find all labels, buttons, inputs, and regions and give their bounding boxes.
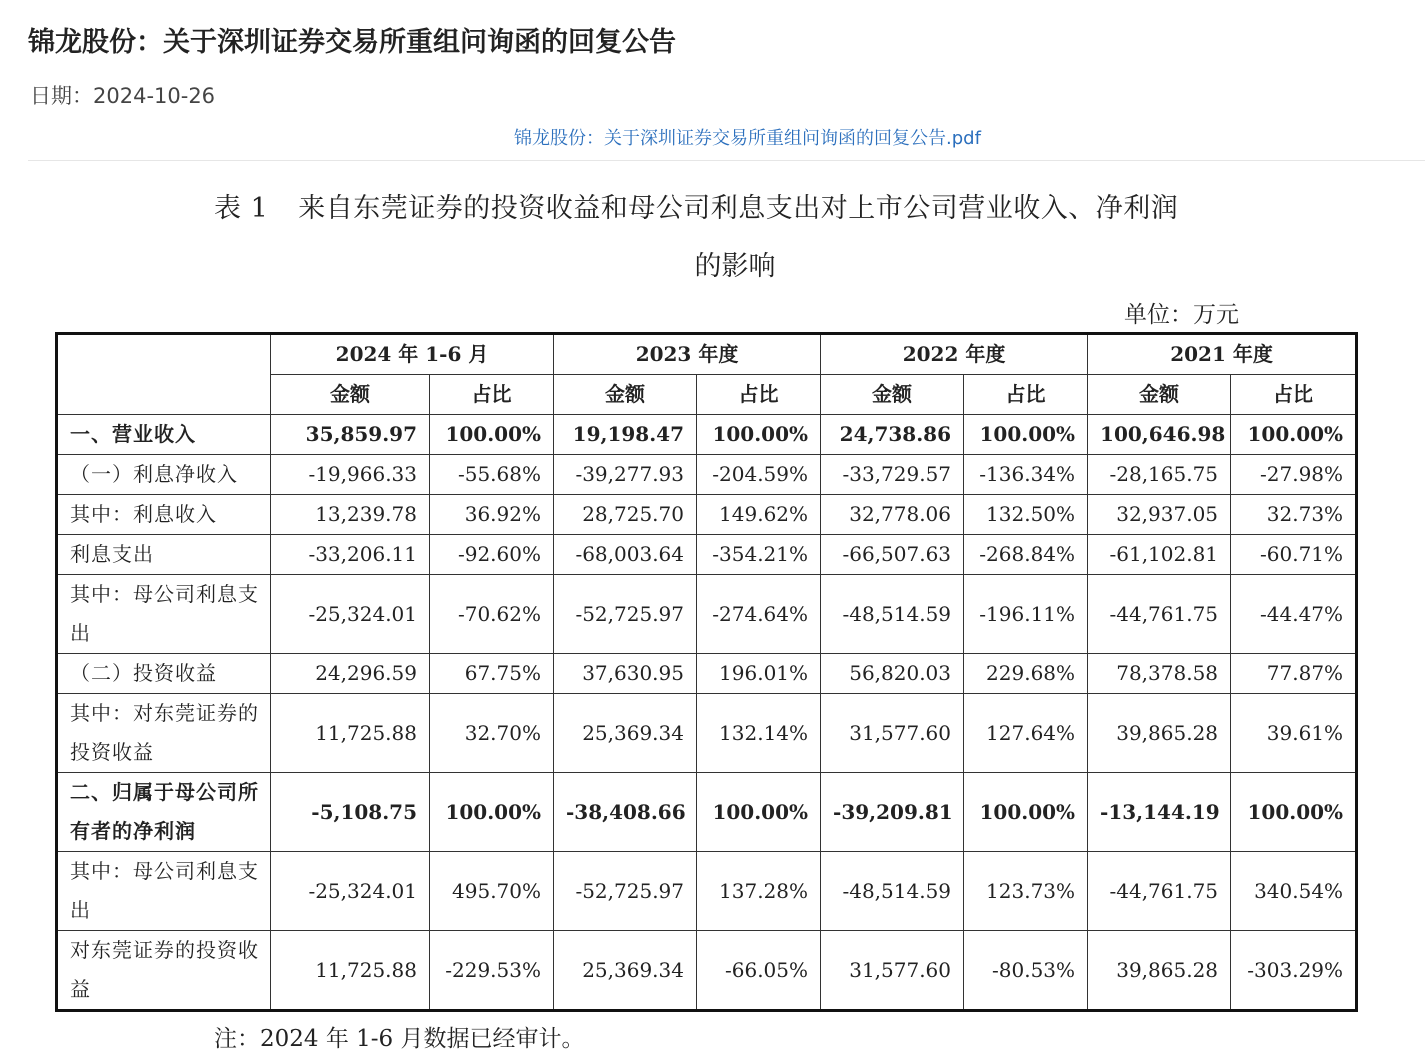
- ratio-cell: 100.00%: [697, 415, 821, 455]
- unit-label: 单位：万元: [1124, 302, 1239, 328]
- amount-cell: 11,725.88: [271, 931, 430, 1011]
- ratio-cell: 100.00%: [430, 415, 554, 455]
- ratio-cell: 39.61%: [1231, 694, 1357, 773]
- period-header-row: [57, 334, 1357, 375]
- period-header: 2024 年 1-6 月: [271, 334, 554, 375]
- page-title: 锦龙股份：关于深圳证券交易所重组问询函的回复公告: [28, 27, 676, 58]
- amount-cell: 32,778.06: [821, 495, 964, 535]
- ratio-cell: 229.68%: [964, 654, 1088, 694]
- amount-header: 金额: [821, 375, 964, 415]
- ratio-cell: -44.47%: [1231, 575, 1357, 654]
- ratio-cell: 36.92%: [430, 495, 554, 535]
- row-label: 利息支出: [57, 535, 271, 575]
- table-caption: [214, 186, 1178, 225]
- pdf-download-link[interactable]: 锦龙股份：关于深圳证券交易所重组问询函的回复公告.pdf: [514, 128, 981, 149]
- amount-cell: -44,761.75: [1088, 575, 1231, 654]
- row-label: 对东莞证券的投资收益: [57, 931, 271, 1011]
- ratio-header: 占比: [697, 375, 821, 415]
- amount-cell: 31,577.60: [821, 694, 964, 773]
- amount-cell: 31,577.60: [821, 931, 964, 1011]
- amount-cell: -68,003.64: [554, 535, 697, 575]
- ratio-cell: 67.75%: [430, 654, 554, 694]
- amount-cell: 24,296.59: [271, 654, 430, 694]
- ratio-cell: -274.64%: [697, 575, 821, 654]
- ratio-cell: 196.01%: [697, 654, 821, 694]
- ratio-cell: 100.00%: [1231, 415, 1357, 455]
- ratio-cell: -27.98%: [1231, 455, 1357, 495]
- row-label: （一）利息净收入: [57, 455, 271, 495]
- row-label: 其中：利息收入: [57, 495, 271, 535]
- table-row: [57, 455, 1357, 495]
- amount-cell: -33,729.57: [821, 455, 964, 495]
- amount-cell: 35,859.97: [271, 415, 430, 455]
- amount-cell: -44,761.75: [1088, 852, 1231, 931]
- header-divider: [28, 160, 1425, 161]
- amount-cell: -13,144.19: [1088, 773, 1231, 852]
- amount-cell: 39,865.28: [1088, 931, 1231, 1011]
- table-caption-number: 表 1: [214, 193, 269, 224]
- amount-cell: 37,630.95: [554, 654, 697, 694]
- row-label: （二）投资收益: [57, 654, 271, 694]
- date-value: 2024-10-26: [93, 84, 216, 108]
- ratio-cell: -70.62%: [430, 575, 554, 654]
- publish-date: [30, 80, 215, 110]
- amount-cell: -39,277.93: [554, 455, 697, 495]
- period-header: 2022 年度: [821, 334, 1088, 375]
- table-row: [57, 415, 1357, 455]
- ratio-cell: 127.64%: [964, 694, 1088, 773]
- amount-header: 金额: [271, 375, 430, 415]
- amount-cell: 28,725.70: [554, 495, 697, 535]
- ratio-cell: 100.00%: [697, 773, 821, 852]
- ratio-cell: -303.29%: [1231, 931, 1357, 1011]
- table-row: [57, 535, 1357, 575]
- ratio-cell: -92.60%: [430, 535, 554, 575]
- amount-cell: 19,198.47: [554, 415, 697, 455]
- ratio-cell: 123.73%: [964, 852, 1088, 931]
- ratio-cell: 100.00%: [1231, 773, 1357, 852]
- row-label: 二、归属于母公司所有者的净利润: [57, 773, 271, 852]
- amount-cell: -25,324.01: [271, 575, 430, 654]
- amount-cell: 78,378.58: [1088, 654, 1231, 694]
- amount-cell: -39,209.81: [821, 773, 964, 852]
- row-label: 其中：对东莞证券的投资收益: [57, 694, 271, 773]
- table-row: [57, 931, 1357, 1011]
- period-header: 2023 年度: [554, 334, 821, 375]
- ratio-cell: 495.70%: [430, 852, 554, 931]
- ratio-cell: 77.87%: [1231, 654, 1357, 694]
- amount-cell: 56,820.03: [821, 654, 964, 694]
- table-caption-line-1: 来自东莞证券的投资收益和母公司利息支出对上市公司营业收入、净利润: [298, 193, 1179, 224]
- ratio-cell: 100.00%: [964, 415, 1088, 455]
- amount-cell: 100,646.98: [1088, 415, 1231, 455]
- ratio-cell: -60.71%: [1231, 535, 1357, 575]
- date-label: 日期：: [30, 84, 93, 108]
- ratio-cell: -204.59%: [697, 455, 821, 495]
- row-label: 一、营业收入: [57, 415, 271, 455]
- ratio-cell: -136.34%: [964, 455, 1088, 495]
- row-label: 其中：母公司利息支出: [57, 575, 271, 654]
- ratio-cell: -268.84%: [964, 535, 1088, 575]
- financial-impact-table: [55, 332, 1358, 1012]
- amount-cell: -52,725.97: [554, 575, 697, 654]
- amount-cell: -5,108.75: [271, 773, 430, 852]
- table-caption-line-2: 的影响: [694, 251, 776, 282]
- amount-cell: -25,324.01: [271, 852, 430, 931]
- amount-cell: -52,725.97: [554, 852, 697, 931]
- amount-header: 金额: [554, 375, 697, 415]
- amount-cell: -33,206.11: [271, 535, 430, 575]
- ratio-cell: 340.54%: [1231, 852, 1357, 931]
- footnote: 注：2024 年 1-6 月数据已经审计。: [214, 1026, 585, 1052]
- table-row: [57, 773, 1357, 852]
- ratio-cell: -55.68%: [430, 455, 554, 495]
- ratio-cell: 132.14%: [697, 694, 821, 773]
- amount-cell: 13,239.78: [271, 495, 430, 535]
- amount-cell: -19,966.33: [271, 455, 430, 495]
- row-label-header: [57, 334, 271, 415]
- ratio-header: 占比: [1231, 375, 1357, 415]
- ratio-cell: 100.00%: [430, 773, 554, 852]
- amount-cell: 25,369.34: [554, 694, 697, 773]
- table-row: [57, 694, 1357, 773]
- amount-cell: 11,725.88: [271, 694, 430, 773]
- ratio-cell: 100.00%: [964, 773, 1088, 852]
- amount-cell: -61,102.81: [1088, 535, 1231, 575]
- period-header: 2021 年度: [1088, 334, 1357, 375]
- ratio-cell: -229.53%: [430, 931, 554, 1011]
- table-body: [57, 415, 1357, 1011]
- row-label: 其中：母公司利息支出: [57, 852, 271, 931]
- ratio-cell: 137.28%: [697, 852, 821, 931]
- ratio-cell: 132.50%: [964, 495, 1088, 535]
- amount-header: 金额: [1088, 375, 1231, 415]
- amount-cell: -38,408.66: [554, 773, 697, 852]
- ratio-cell: -196.11%: [964, 575, 1088, 654]
- amount-cell: -48,514.59: [821, 575, 964, 654]
- ratio-cell: 32.70%: [430, 694, 554, 773]
- ratio-cell: 149.62%: [697, 495, 821, 535]
- table-row: [57, 654, 1357, 694]
- amount-cell: -48,514.59: [821, 852, 964, 931]
- ratio-cell: -66.05%: [697, 931, 821, 1011]
- amount-cell: 24,738.86: [821, 415, 964, 455]
- amount-cell: 39,865.28: [1088, 694, 1231, 773]
- ratio-cell: -80.53%: [964, 931, 1088, 1011]
- amount-cell: 32,937.05: [1088, 495, 1231, 535]
- ratio-cell: -354.21%: [697, 535, 821, 575]
- amount-cell: -28,165.75: [1088, 455, 1231, 495]
- amount-cell: 25,369.34: [554, 931, 697, 1011]
- table-row: [57, 495, 1357, 535]
- table-row: [57, 575, 1357, 654]
- amount-cell: -66,507.63: [821, 535, 964, 575]
- table-row: [57, 852, 1357, 931]
- ratio-header: 占比: [964, 375, 1088, 415]
- ratio-cell: 32.73%: [1231, 495, 1357, 535]
- ratio-header: 占比: [430, 375, 554, 415]
